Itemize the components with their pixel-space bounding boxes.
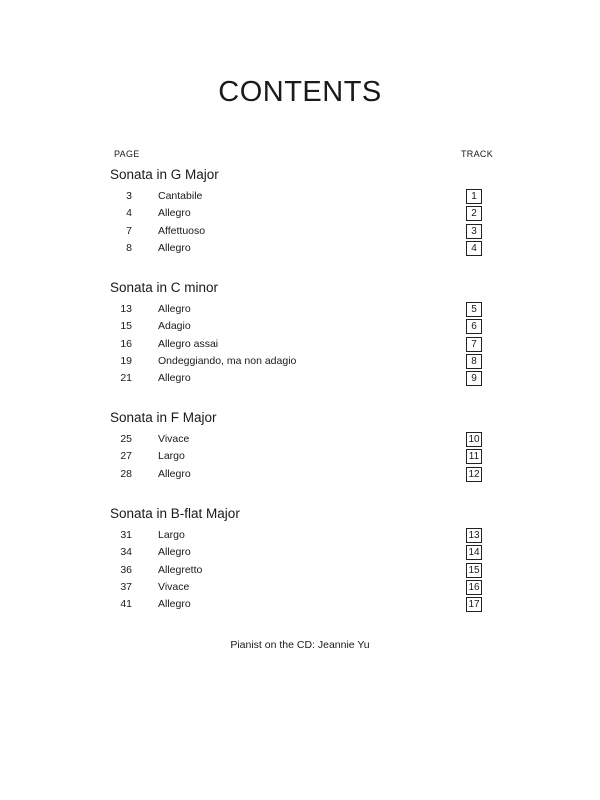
track-number-box: 16 bbox=[466, 580, 482, 595]
track-number-box: 8 bbox=[466, 354, 482, 369]
section-title: Sonata in B-flat Major bbox=[110, 506, 240, 521]
list-item bbox=[110, 579, 490, 596]
page-number: 37 bbox=[120, 580, 132, 593]
list-item bbox=[110, 431, 490, 448]
section-sonata-c-minor bbox=[110, 279, 490, 387]
section-title: Sonata in C minor bbox=[110, 280, 219, 295]
page-number: 3 bbox=[126, 190, 132, 202]
track-number-box: 4 bbox=[466, 241, 482, 256]
page-number: 34 bbox=[120, 546, 132, 559]
list-item bbox=[110, 301, 490, 318]
track-number-box: 12 bbox=[466, 467, 482, 482]
list-item bbox=[110, 318, 490, 335]
section-sonata-g-major bbox=[110, 166, 490, 257]
track-number-box: 11 bbox=[466, 449, 482, 464]
movement-title: Ondeggiando, ma non adagio bbox=[158, 354, 297, 367]
track-number-box: 6 bbox=[466, 319, 482, 334]
movement-title: Affettuoso bbox=[158, 224, 206, 237]
list-item bbox=[110, 205, 490, 222]
page-column-header: PAGE bbox=[114, 149, 140, 159]
page-title: CONTENTS bbox=[218, 76, 382, 108]
track-number-box: 7 bbox=[466, 337, 482, 352]
list-item bbox=[110, 544, 490, 561]
page-number: 16 bbox=[120, 337, 132, 350]
page-number: 41 bbox=[120, 598, 132, 611]
page-number: 21 bbox=[120, 372, 132, 385]
section-title: Sonata in G Major bbox=[110, 167, 219, 182]
movement-title: Allegro bbox=[158, 598, 191, 611]
section-title: Sonata in F Major bbox=[110, 410, 217, 425]
track-number-box: 1 bbox=[466, 189, 482, 204]
track-number-box: 13 bbox=[466, 528, 482, 543]
section-sonata-f-major bbox=[110, 409, 490, 483]
page-number: 13 bbox=[120, 303, 132, 315]
list-item bbox=[110, 370, 490, 387]
credits-footer: Pianist on the CD: Jeannie Yu bbox=[230, 639, 370, 651]
movement-title: Allegro bbox=[158, 372, 191, 385]
track-number-box: 2 bbox=[466, 206, 482, 221]
movement-title: Cantabile bbox=[158, 190, 203, 202]
section-sonata-b-flat-major bbox=[110, 505, 490, 613]
list-item bbox=[110, 448, 490, 465]
movement-title: Vivace bbox=[158, 433, 190, 445]
track-column-header: TRACK bbox=[461, 149, 494, 159]
list-item bbox=[110, 240, 490, 257]
track-number-box: 15 bbox=[466, 563, 482, 578]
movement-title: Allegro bbox=[158, 207, 191, 220]
list-item bbox=[110, 353, 490, 370]
track-number-box: 10 bbox=[466, 432, 482, 447]
movement-title: Allegretto bbox=[158, 563, 203, 576]
list-item bbox=[110, 188, 490, 205]
track-number-box: 5 bbox=[466, 302, 482, 317]
track-number-box: 3 bbox=[466, 224, 482, 239]
track-number-box: 9 bbox=[466, 371, 482, 386]
list-item bbox=[110, 562, 490, 579]
page-number: 36 bbox=[120, 563, 132, 576]
movement-title: Allegro bbox=[158, 467, 191, 480]
page-number: 25 bbox=[120, 433, 132, 445]
movement-title: Vivace bbox=[158, 580, 190, 593]
movement-title: Largo bbox=[158, 529, 185, 541]
list-item bbox=[110, 466, 490, 483]
page-number: 28 bbox=[120, 467, 132, 480]
movement-title: Adagio bbox=[158, 320, 191, 333]
page-number: 27 bbox=[120, 450, 132, 463]
page-number: 4 bbox=[126, 207, 132, 220]
movement-title: Allegro bbox=[158, 303, 191, 315]
track-number-box: 14 bbox=[466, 545, 482, 560]
page-number: 31 bbox=[120, 529, 132, 541]
movement-title: Allegro assai bbox=[158, 337, 219, 350]
list-item bbox=[110, 527, 490, 544]
page-number: 15 bbox=[120, 320, 132, 333]
movement-title: Largo bbox=[158, 450, 185, 463]
list-item bbox=[110, 223, 490, 240]
page-number: 8 bbox=[126, 241, 132, 254]
movement-title: Allegro bbox=[158, 241, 191, 254]
movement-title: Allegro bbox=[158, 546, 191, 559]
list-item bbox=[110, 336, 490, 353]
page-number: 7 bbox=[126, 224, 132, 237]
track-number-box: 17 bbox=[466, 597, 482, 612]
list-item bbox=[110, 596, 490, 613]
page-number: 19 bbox=[120, 354, 132, 367]
